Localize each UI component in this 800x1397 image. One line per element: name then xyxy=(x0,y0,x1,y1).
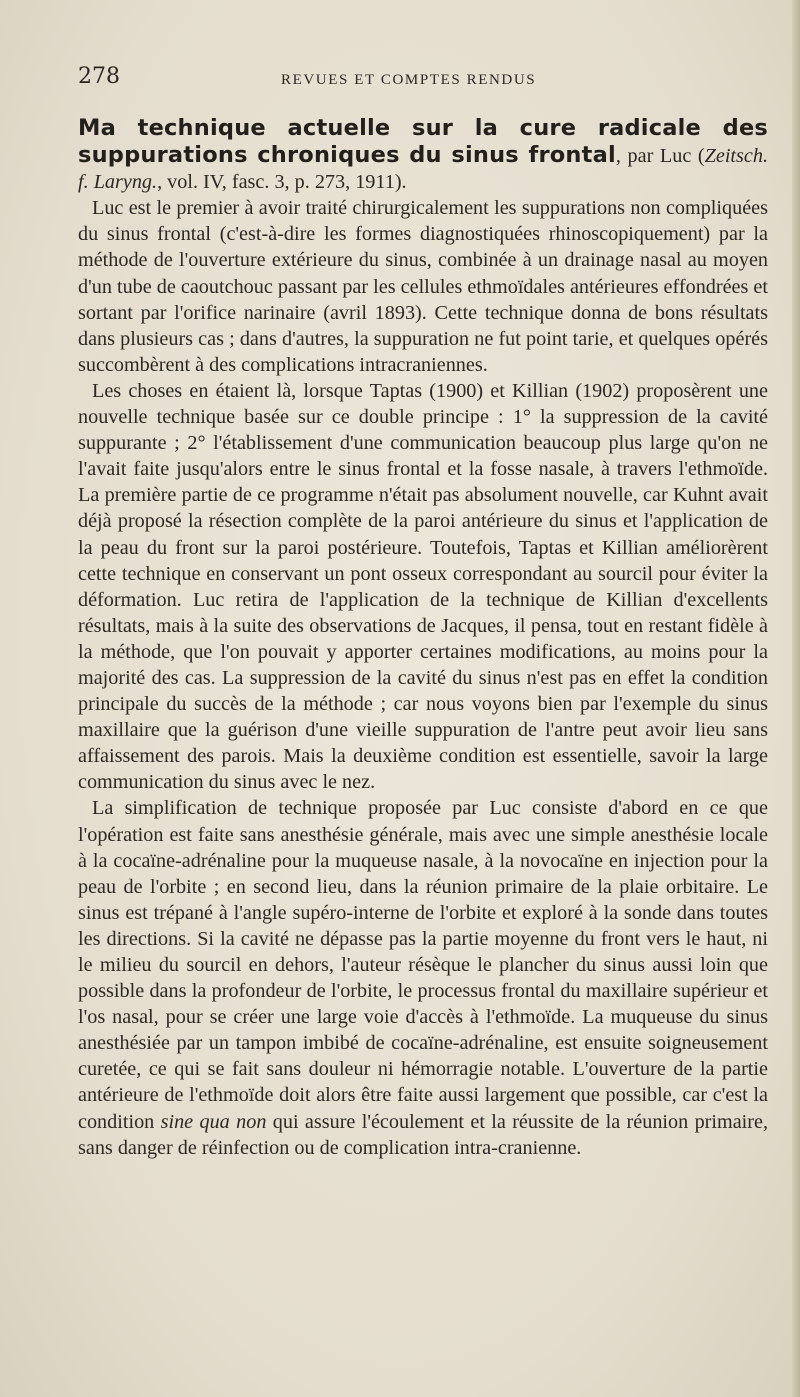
paragraph-2: Les choses en étaient là, lorsque Taptas (1900) et Killian (1902) proposèrent une nouvelle technique basée sur ce double principe : 1° la suppression de la cavité suppurante ; 2° l'établissement d'une communication beaucoup plus large qu'on ne l'avait faite jusqu'alors entre le sinus frontal et la fosse nasale, à travers l'ethmoïde. La première partie de ce programme n'était pas absolument nouvelle, car Kuhnt avait déjà proposé la résection complète de la paroi antérieure du sinus et l'application de la peau du front sur la paroi postérieure. Toutefois, Taptas et Killian améliorèrent cette technique en conservant un pont osseux correspondant au sourcil pour éviter la déformation. Luc retira de l'application de la technique de Killian d'excellents résultats, mais à la suite des observations de Jacques, il pensa, tout en restant fidèle à la méthode, que l'on pouvait y apporter certaines modifications, au moins pour la majorité des cas. La suppression de la cavité du sinus n'est pas en effet la condition principale du succès de la méthode ; car nous voyons bien par l'exemple du sinus maxillaire que la guérison d'une vieille suppuration de l'antre peut avoir lieu sans affaissement des parois. Mais la deuxième condition est essentielle, savoir la large communication du sinus avec le nez. xyxy=(78,379,768,794)
paragraph-3-text: La simplification de technique proposée par Luc consiste d'abord en ce que l'opération est faite sans anesthésie générale, mais avec une simple anesthésie locale à la cocaïne-adrénaline pour la muqueuse nasale, à la novocaïne en injection pour la peau de l'orbite ; en second lieu, dans la réunion primaire de la plaie orbitaire. Le sinus est trépané à l'angle supéro-interne de l'orbite et exploré à la sonde dans toutes les directions. Si la cavité ne dépasse pas la partie moyenne du front vers le haut, ni le milieu du sourcil en dehors, l'auteur résèque le plancher du sinus aussi loin que possible dans la profondeur de l'orbite, le processus frontal du maxillaire supérieur et l'os nasal, pour se créer une large voie d'accès à l'ethmoïde. La muqueuse du sinus anesthésiée par un tampon imbibé de cocaïne-adrénaline, est ensuite soigneusement curetée, ce qui se fait sans douleur ni hémorragie notable. L'ouverture de la partie antérieure de l'ethmoïde doit alors être faite aussi largement que possible, car c'est la condition xyxy=(78,797,768,1133)
article-title: Ma technique actuelle sur la cure radicale des suppurations chroniques du sinus frontal xyxy=(78,115,768,169)
running-title: REVUES ET COMPTES RENDUS xyxy=(281,72,537,88)
latin-phrase: sine qua non xyxy=(160,1110,267,1133)
paragraph-3 xyxy=(78,795,768,1160)
paragraph-1: Luc est le premier à avoir traité chirurgicalement les suppurations non compliquées du sinus frontal (c'est-à-dire les formes diagnostiquées rhinoscopiquement) par la méthode de l'ouverture extérieure du sinus, combinée à un drainage nasal au moyen d'un tube de caoutchouc passant par les cellules ethmoïdales antérieures effondrées et sortant par l'orifice narinaire (avril 1893). Cette technique donna de bons résultats dans plusieurs cas ; dans d'autres, la suppuration ne fut point tarie, et quelques opérés succombèrent à des complications intracraniennes. xyxy=(78,197,768,376)
article-body xyxy=(78,115,768,1161)
page-edge-shadow xyxy=(792,0,800,1397)
page-number: 278 xyxy=(78,64,120,89)
byline-prefix: , par Luc ( xyxy=(615,145,705,168)
article-heading xyxy=(78,115,768,195)
journal-name: Zeitsch. f. Laryng. xyxy=(78,145,768,194)
page-header xyxy=(78,64,768,94)
citation: , vol. IV, fasc. 3, p. 273, 1911). xyxy=(157,171,407,194)
paragraph-3-ending: qui assure l'écoulement et la réussite de la réunion primaire, sans danger de réinfection ou de complication intra-cranienne. xyxy=(78,1110,768,1159)
